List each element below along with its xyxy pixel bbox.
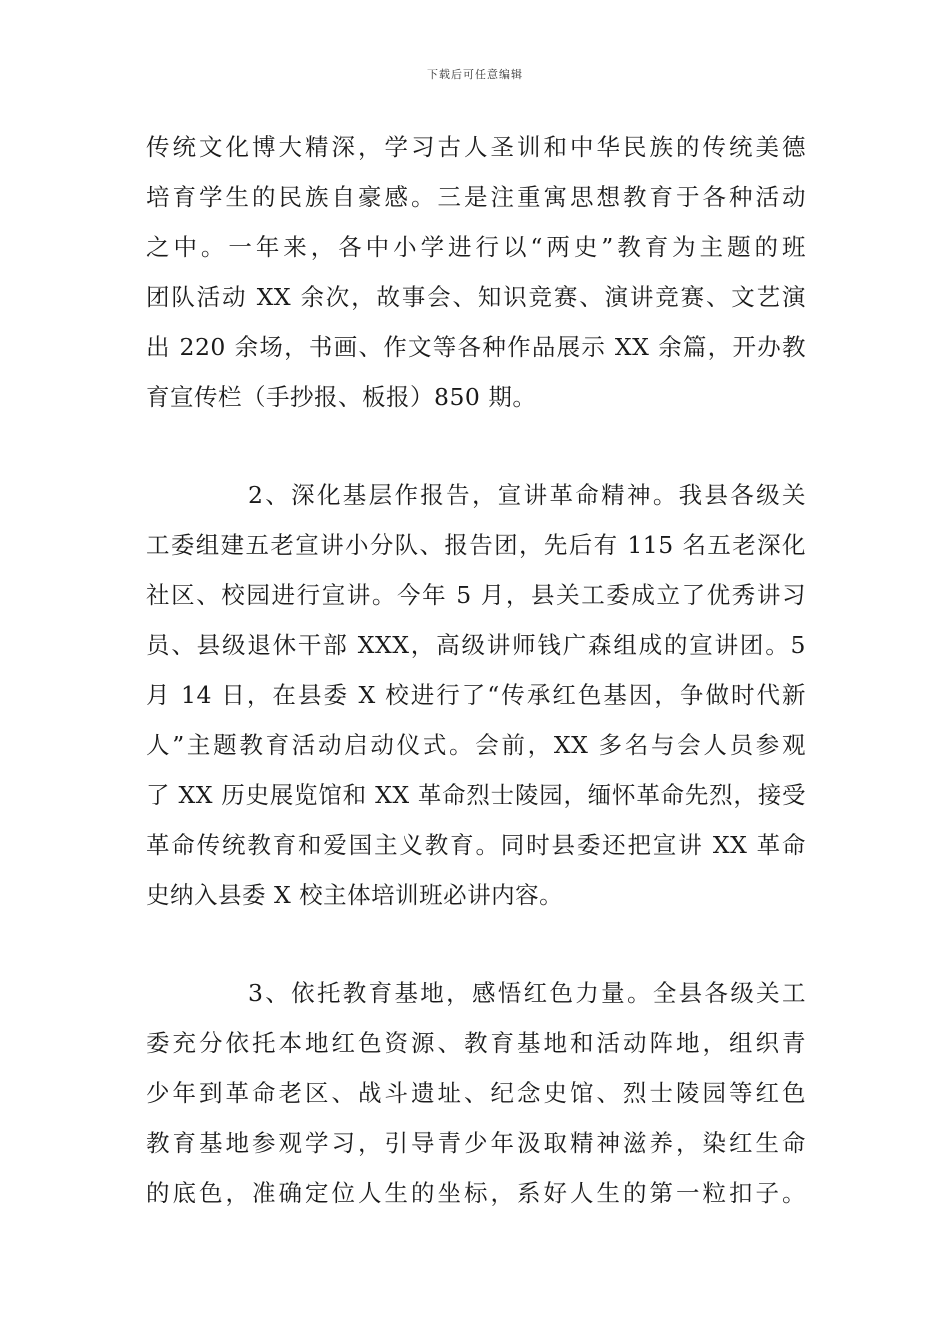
paragraph-line: 团队活动 XX 余次，故事会、知识竞赛、演讲竞赛、文艺演 — [146, 283, 806, 311]
paragraph-2 — [146, 470, 806, 920]
paragraph-1 — [146, 122, 806, 422]
paragraph-line: 的底色，准确定位人生的坐标，系好人生的第一粒扣子。 — [146, 1179, 806, 1207]
paragraph-line: 工委组建五老宣讲小分队、报告团，先后有 115 名五老深化 — [146, 531, 806, 559]
paragraph-line: 委充分依托本地红色资源、教育基地和活动阵地，组织青 — [146, 1029, 806, 1057]
paragraph-line: 育宣传栏（手抄报、板报）850 期。 — [146, 383, 537, 411]
paragraph-3 — [146, 968, 806, 1218]
paragraph-line: 3、依托教育基地，感悟红色力量。全县各级关工 — [248, 979, 806, 1007]
paragraph-line: 教育基地参观学习，引导青少年汲取精神滋养，染红生命 — [146, 1129, 806, 1157]
paragraph-line: 出 220 余场，书画、作文等各种作品展示 XX 余篇，开办教 — [146, 333, 806, 361]
paragraph-line: 传统文化博大精深，学习古人圣训和中华民族的传统美德 — [146, 133, 806, 161]
paragraph-line: 之中。一年来，各中小学进行以“两史”教育为主题的班 — [146, 233, 806, 261]
paragraph-line: 少年到革命老区、战斗遗址、纪念史馆、烈士陵园等红色 — [146, 1079, 806, 1107]
paragraph-line: 革命传统教育和爱国主义教育。同时县委还把宣讲 XX 革命 — [146, 831, 806, 859]
paragraph-line: 社区、校园进行宣讲。今年 5 月，县关工委成立了优秀讲习 — [146, 581, 806, 609]
paragraph-line: 了 XX 历史展览馆和 XX 革命烈士陵园，缅怀革命先烈，接受 — [146, 781, 806, 809]
paragraph-line: 2、深化基层作报告，宣讲革命精神。我县各级关 — [248, 481, 806, 509]
paragraph-line: 员、县级退休干部 XXX，高级讲师钱广森组成的宣讲团。5 — [146, 631, 806, 659]
document-body — [146, 122, 806, 1218]
paragraph-line: 月 14 日，在县委 X 校进行了“传承红色基因，争做时代新 — [146, 681, 806, 709]
page-header-note: 下载后可任意编辑 — [427, 68, 523, 81]
paragraph-line: 培育学生的民族自豪感。三是注重寓思想教育于各种活动 — [146, 183, 806, 211]
paragraph-line: 人”主题教育活动启动仪式。会前，XX 多名与会人员参观 — [146, 731, 806, 759]
paragraph-line: 史纳入县委 X 校主体培训班必讲内容。 — [146, 881, 564, 909]
